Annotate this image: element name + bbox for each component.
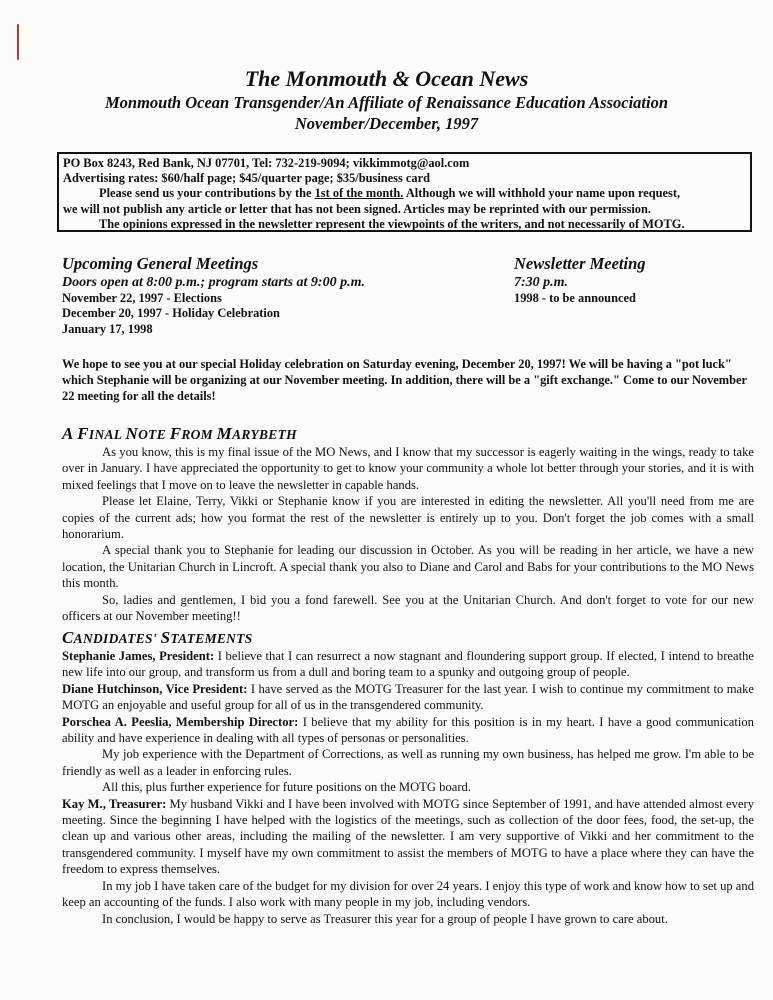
newsletter-title: The Monmouth & Ocean News: [244, 66, 529, 91]
newsletter-meeting-date: 1998 - to be announced: [514, 291, 636, 305]
contact-address: PO Box 8243, Red Bank, NJ 07701, Tel: 732-219-9094; vikkimmotg@aol.com: [63, 156, 470, 170]
candidates-heading: CANDIDATES' STATEMENTS: [62, 628, 253, 647]
issue-date: November/December, 1997: [294, 114, 479, 133]
candidate-statement: Stephanie James, President: I believe that I can resurrect a now stagnant and floundering support group. If elected, I intend to breathe new life into our group, and transform us from a dull and boring team to a spunky and outgoing group of people.: [62, 649, 754, 680]
candidate-statement: Porschea A. Peeslia, Membership Director: I believe that my ability for this position is in my heart. I have a good communication ability and have experience in dealing with all types of personas or personalities.: [62, 714, 754, 746]
newsletter-subtitle: Monmouth Ocean Transgender/An Affiliate of Renaissance Education Association: [104, 93, 669, 112]
signature-policy: we will not publish any article or letter that has not been signed. Articles may be reprinted with our permission.: [63, 201, 651, 216]
final-note-article: [62, 444, 754, 624]
meetings-section: [62, 253, 752, 339]
candidate-name: Porschea A. Peeslia, Membership Director:: [62, 714, 299, 729]
article-paragraph: In conclusion, I would be happy to serve as Treasurer this year for a group of people I have grown to care about.: [102, 911, 668, 926]
article-paragraph: In my job I have taken care of the budget for my division for over 24 years. I enjoy this type of work and know how to set up and keep an accounting of the funds. I also work with many people in my job, including vendors.: [62, 878, 754, 910]
advertising-rates: Advertising rates: $60/half page; $45/quarter page; $35/business card: [63, 171, 431, 186]
candidates-article: [62, 648, 754, 927]
newsletter-meeting: [514, 253, 744, 306]
holiday-notice: We hope to see you at our special Holiday celebration on Saturday evening, December 20, 1997! We will be having a "pot luck" which Stephanie will be organizing at our November meeting. In addition, there will be a "gift exchange." Come to our November 22 meeting for all the details!: [62, 357, 747, 403]
general-meetings-times: Doors open at 8:00 p.m.; program starts at 9:00 p.m.: [62, 275, 365, 290]
general-meetings-heading: Upcoming General Meetings: [62, 254, 259, 273]
meeting-date: December 20, 1997 - Holiday Celebration: [62, 306, 280, 321]
newsletter-meeting-time: 7:30 p.m.: [514, 275, 569, 290]
margin-pen-mark: [17, 24, 20, 60]
article-paragraph: As you know, this is my final issue of the MO News, and I know that my successor is eagerly waiting in the wings, ready to take over in January. I have appreciated the opportunity to get to know your community a whole lot better through your stories, and it is with mixed feelings that I move on to leave the newsletter in capable hands.: [62, 445, 754, 492]
article-paragraph: A special thank you to Stephanie for leading our discussion in October. As you will be reading in her article, we have a new location, the Unitarian Church in Lincroft. A special thank you also to Diane and Carol and Babs for your contributions to the MO News this month.: [62, 543, 754, 591]
deadline-underlined: 1st of the month.: [314, 186, 404, 201]
article-paragraph: Please let Elaine, Terry, Vikki or Stephanie know if you are interested in editing the newsletter. All you'll need from me are copies of the current ads; how you format the rest of the newsletter is entirely up to you. Don't forget the job comes with a small honorarium.: [62, 494, 754, 542]
newsletter-meeting-heading: Newsletter Meeting: [514, 254, 646, 273]
masthead: [0, 66, 773, 134]
meeting-date: January 17, 1998: [62, 321, 153, 336]
contact-info-box: [57, 152, 752, 232]
opinions-disclaimer: The opinions expressed in the newsletter represent the viewpoints of the writers, and not necessarily of MOTG.: [99, 216, 685, 231]
candidate-statement: Kay M., Treasurer: My husband Vikki and I have been involved with MOTG since September of 1991, and have attended almost every meeting. Since the beginning I have helped with the logistics of the meetings, such as collection of the door fees, food, the set-up, the clean up and various other areas, including the mailing of the newsletter. I am very supportive of Vikki and her commitment to the transgendered community. I myself have my own commitment to assist the members of MOTG to have a place where they can have the freedom to express themselves.: [62, 796, 754, 877]
candidate-name: Diane Hutchinson, Vice President:: [62, 681, 248, 696]
meeting-date: November 22, 1997 - Elections: [62, 291, 222, 305]
candidate-name: Kay M., Treasurer:: [62, 796, 167, 811]
candidate-name: Stephanie James, President:: [62, 649, 215, 663]
final-note-heading: A FINAL NOTE FROM MARYBETH: [62, 424, 297, 443]
article-paragraph: All this, plus further experience for future positions on the MOTG board.: [102, 780, 471, 795]
article-paragraph: My job experience with the Department of Corrections, as well as running my own business, has helped me grow. I'm able to be friendly as well as a leader in enforcing rules.: [62, 747, 754, 778]
general-meetings: [62, 253, 502, 337]
candidate-statement: Diane Hutchinson, Vice President: I have served as the MOTG Treasurer for the last year. I wish to continue my commitment to make MOTG an enjoyable and useful group for all of us in the transgendered community.: [62, 681, 754, 713]
article-paragraph: So, ladies and gentlemen, I bid you a fond farewell. See you at the Unitarian Church. And don't forget to vote for our new officers at our November meeting!!: [62, 592, 754, 624]
contribution-notice: Please send us your contributions by the 1st of the month. Although we will withhold your name upon request,: [99, 186, 681, 201]
